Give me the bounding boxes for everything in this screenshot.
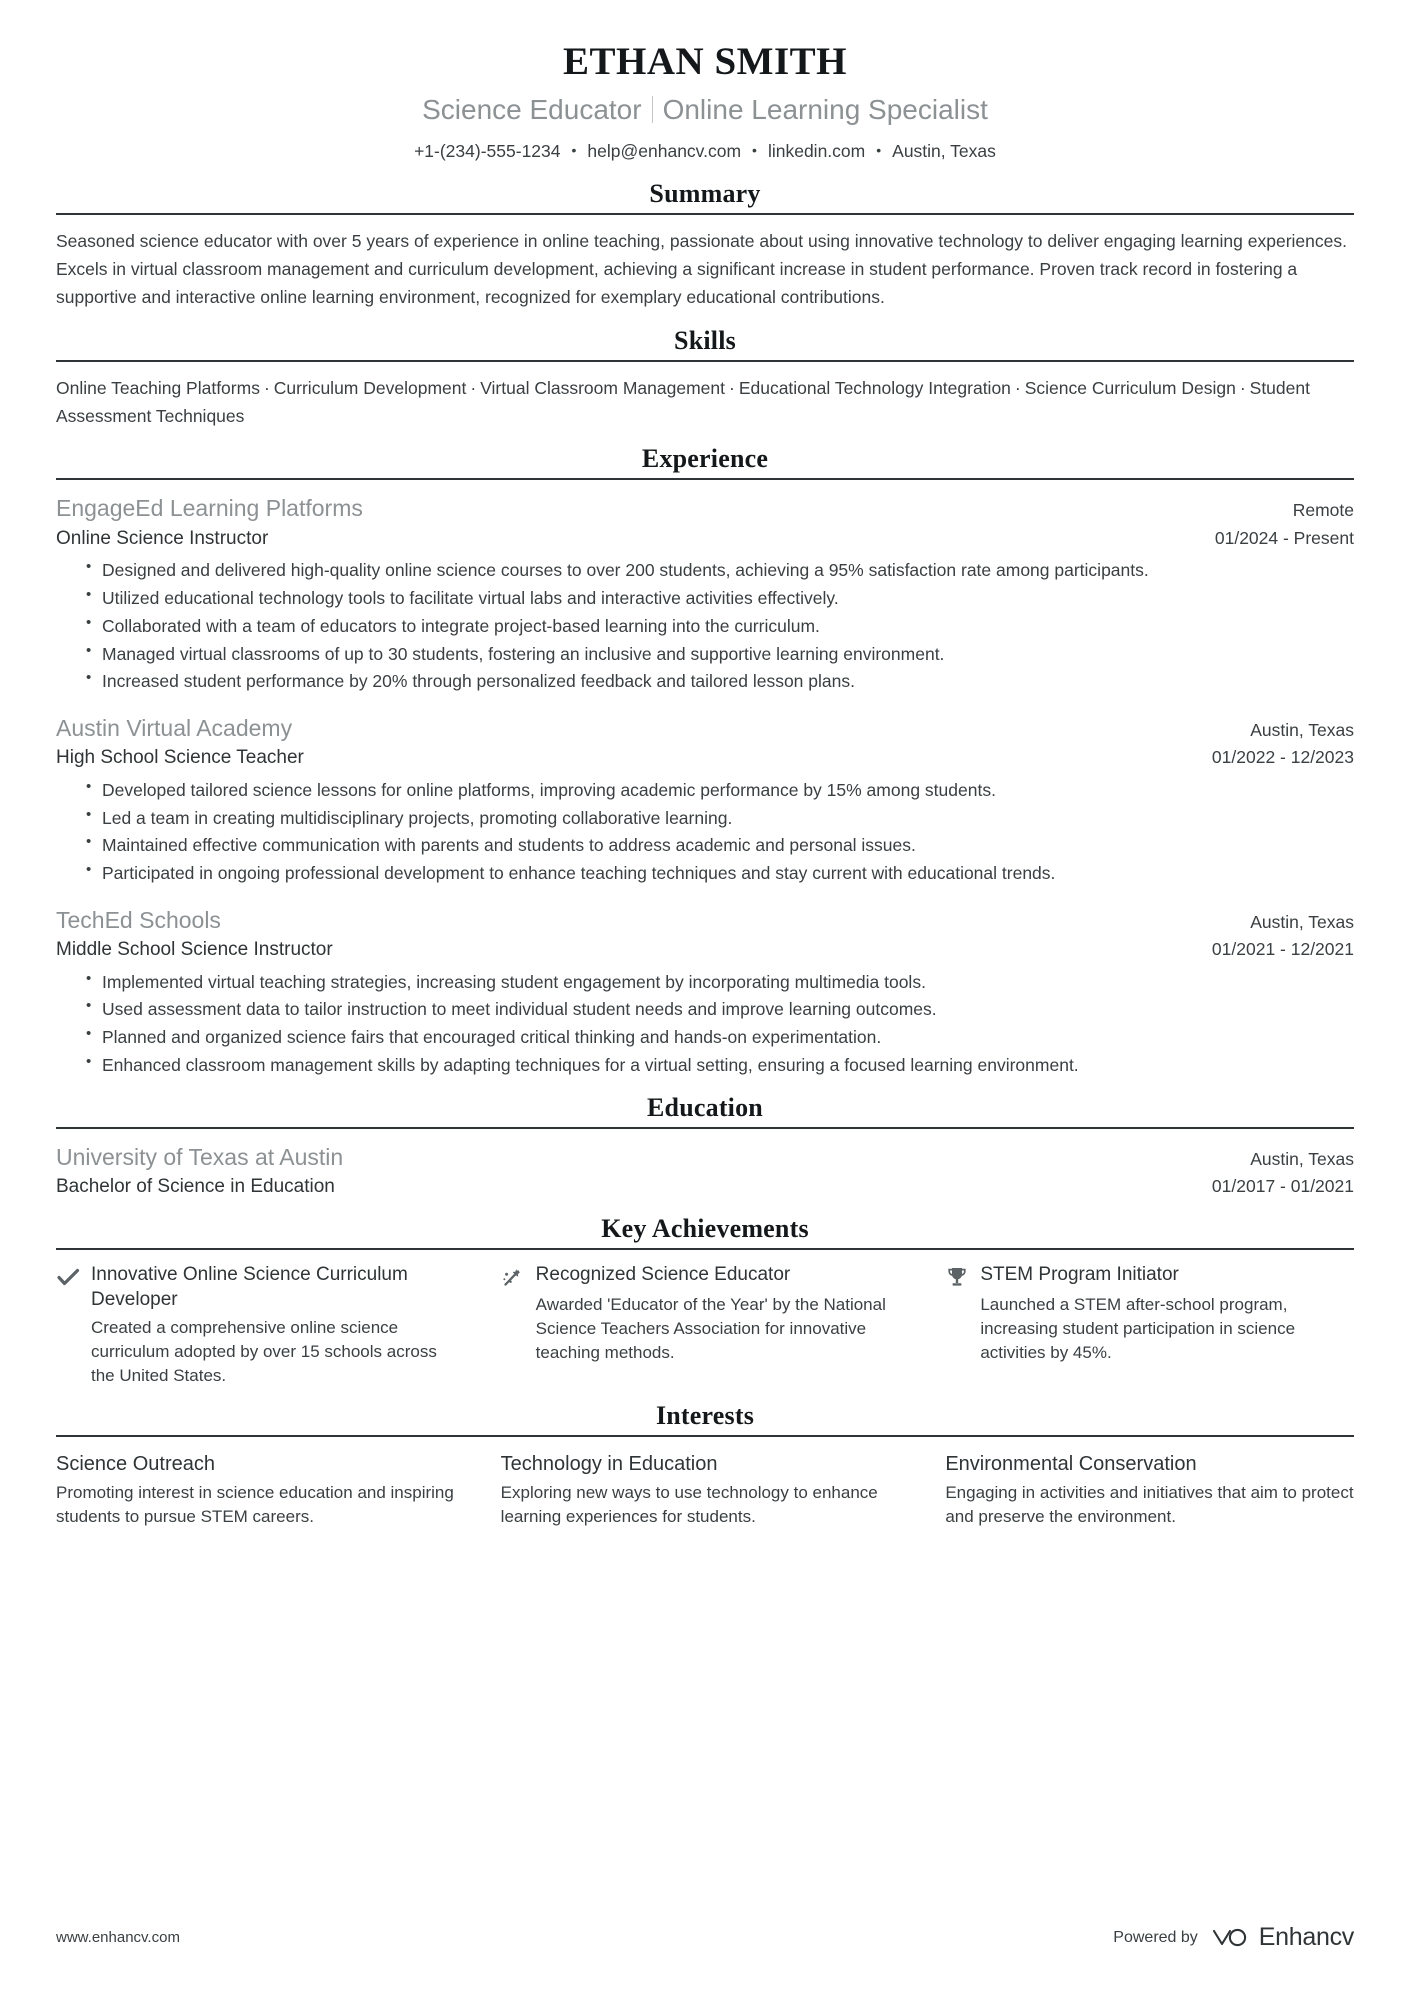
section-skills [56, 326, 1354, 431]
enhancv-wordmark: Enhancv [1258, 1923, 1354, 1951]
experience-bullet-list [56, 557, 1354, 695]
experience-entry [56, 480, 1354, 695]
skill-item: Student Assessment Techniques [56, 377, 1310, 427]
achievement-title: Recognized Science Educator [535, 1264, 791, 1286]
achievement-header [56, 1263, 465, 1312]
enhancv-mark-icon [1211, 1925, 1251, 1951]
experience-company: EngageEd Learning Platforms [56, 495, 363, 522]
education-location: Austin, Texas [1250, 1148, 1354, 1169]
experience-list [56, 480, 1354, 1078]
section-title-achievements: Key Achievements [601, 1214, 809, 1244]
contact-line [56, 137, 1354, 165]
education-degree: Bachelor of Science in Education [56, 1175, 335, 1197]
education-org-row [56, 1141, 1354, 1173]
skill-separator: · [263, 377, 270, 398]
experience-bullet: • Increased student performance by 20% through personalized feedback and tailored lesson plans. [86, 668, 1354, 695]
footer-brand [1113, 1923, 1354, 1952]
skill-item: Educational Technology Integration [738, 377, 1011, 398]
skill-separator: · [470, 377, 477, 398]
resume-header [56, 0, 1354, 165]
achievement-item [945, 1263, 1354, 1387]
shooting-star-icon [501, 1265, 525, 1289]
experience-bullet: • Participated in ongoing professional development to enhance teaching techniques and stay current with educational trends. [86, 860, 1354, 887]
section-title-interests: Interests [655, 1401, 755, 1431]
interest-item [945, 1450, 1354, 1529]
achievement-title: Innovative Online Science Curriculum Developer [91, 1264, 408, 1310]
skill-separator: · [728, 377, 735, 398]
interest-description: Promoting interest in science education and inspiring students to pursue STEM careers. [56, 1483, 454, 1527]
achievement-description: Launched a STEM after-school program, increasing student participation in science activities by 45%. [980, 1295, 1296, 1362]
skill-item: Online Teaching Platforms [56, 377, 260, 398]
section-title-education: Education [647, 1092, 763, 1122]
experience-entry [56, 696, 1354, 887]
achievement-title: STEM Program Initiator [980, 1264, 1179, 1286]
candidate-headline [56, 89, 1354, 131]
interest-title: Technology in Education [500, 1453, 718, 1476]
experience-bullet: • Used assessment data to tailor instruction to meet individual student needs and improve learning outcomes. [86, 996, 1354, 1023]
experience-bullet: • Enhanced classroom management skills by adapting techniques for a virtual setting, ensuring a focused learning environment. [86, 1052, 1354, 1079]
achievement-description: Awarded 'Educator of the Year' by the National Science Teachers Association for innovative teaching methods. [535, 1295, 886, 1362]
experience-dates: 01/2021 - 12/2021 [1211, 939, 1354, 960]
experience-bullet: • Collaborated with a team of educators to integrate project-based learning into the curriculum. [86, 613, 1354, 640]
experience-bullet: • Managed virtual classrooms of up to 30 students, fostering an inclusive and supportive learning environment. [86, 641, 1354, 668]
experience-role: High School Science Teacher [56, 747, 304, 769]
experience-bullet: • Designed and delivered high-quality online science courses to over 200 students, achieving a 95% satisfaction rate among participants. [86, 557, 1354, 584]
contact-phone: +1-(234)-555-1234 [414, 140, 561, 161]
education-degree-row [56, 1173, 1354, 1201]
experience-bullet: • Developed tailored science lessons for online platforms, improving academic performance by 15% among students. [86, 777, 1354, 804]
education-dates: 01/2017 - 01/2021 [1211, 1175, 1354, 1196]
experience-dates: 01/2022 - 12/2023 [1211, 747, 1354, 768]
experience-location: Austin, Texas [1250, 911, 1354, 932]
contact-linkedin[interactable]: linkedin.com [767, 140, 866, 161]
interest-title: Environmental Conservation [945, 1453, 1197, 1476]
section-summary [56, 179, 1354, 312]
interest-item [56, 1450, 465, 1529]
section-achievements [56, 1214, 1354, 1387]
footer-url[interactable]: www.enhancv.com [56, 1929, 180, 1946]
skill-item: Virtual Classroom Management [480, 377, 725, 398]
experience-dates: 01/2024 - Present [1214, 527, 1354, 548]
page-footer [56, 1923, 1354, 1952]
experience-role: Middle School Science Instructor [56, 939, 333, 961]
section-experience [56, 444, 1354, 1078]
experience-company: TechEd Schools [56, 906, 221, 933]
experience-entry [56, 888, 1354, 1079]
experience-company: Austin Virtual Academy [56, 715, 293, 742]
section-title-experience: Experience [641, 444, 769, 474]
experience-bullet: • Implemented virtual teaching strategies, increasing student engagement by incorporating multimedia tools. [86, 969, 1354, 996]
achievement-item [56, 1263, 465, 1387]
section-interests [56, 1401, 1354, 1529]
achievement-item [501, 1263, 910, 1387]
experience-role-row [56, 744, 1354, 772]
contact-location: Austin, Texas [892, 140, 996, 161]
experience-role-row [56, 936, 1354, 964]
check-icon [56, 1265, 80, 1289]
education-list [56, 1129, 1354, 1201]
section-title-skills: Skills [674, 325, 736, 355]
skill-separator: · [1239, 377, 1246, 398]
experience-bullet-list [56, 777, 1354, 887]
candidate-name: ETHAN SMITH [563, 40, 847, 83]
section-education [56, 1093, 1354, 1201]
experience-bullet: • Led a team in creating multidisciplinary projects, promoting collaborative learning. [86, 805, 1354, 832]
interest-description: Engaging in activities and initiatives that aim to protect and preserve the environment. [945, 1483, 1354, 1527]
experience-org-row [56, 712, 1354, 744]
contact-separator: • [876, 141, 882, 158]
experience-org-row [56, 492, 1354, 524]
trophy-icon [945, 1265, 969, 1289]
achievement-header [945, 1263, 1354, 1289]
headline-right: Online Learning Specialist [662, 93, 988, 125]
powered-by-label: Powered by [1113, 1928, 1198, 1946]
education-entry [56, 1129, 1354, 1201]
achievements-grid [56, 1250, 1354, 1387]
experience-bullet: • Planned and organized science fairs that encouraged critical thinking and hands-on experimentation. [86, 1024, 1354, 1051]
experience-bullet-list [56, 969, 1354, 1079]
skills-list [56, 362, 1354, 431]
skill-separator: · [1014, 377, 1021, 398]
contact-email[interactable]: help@enhancv.com [587, 140, 742, 161]
skill-item: Science Curriculum Design [1024, 377, 1236, 398]
experience-org-row [56, 904, 1354, 936]
experience-location: Remote [1292, 500, 1354, 521]
interest-item [501, 1450, 910, 1529]
enhancv-logo [1211, 1923, 1354, 1952]
experience-role: Online Science Instructor [56, 527, 269, 549]
achievement-description: Created a comprehensive online science curriculum adopted by over 15 schools across the United States. [91, 1317, 437, 1385]
headline-left: Science Educator [422, 93, 642, 125]
interest-title: Science Outreach [56, 1453, 215, 1476]
education-school: University of Texas at Austin [56, 1143, 344, 1170]
contact-separator: • [571, 141, 577, 158]
experience-bullet: • Maintained effective communication with parents and students to address academic and personal issues. [86, 832, 1354, 859]
contact-separator: • [752, 141, 757, 158]
experience-location: Austin, Texas [1250, 720, 1354, 741]
interests-grid [56, 1437, 1354, 1529]
experience-role-row [56, 525, 1354, 553]
interest-description: Exploring new ways to use technology to enhance learning experiences for students. [500, 1483, 878, 1527]
achievement-header [501, 1263, 910, 1289]
section-title-summary: Summary [649, 178, 761, 208]
skill-item: Curriculum Development [273, 377, 467, 398]
headline-divider [652, 96, 653, 123]
summary-text: Seasoned science educator with over 5 years of experience in online teaching, passionate about using innovative technology to deliver engaging learning experiences. Excels in virtual classroom management and curriculum development, achieving a significant increase in student performance. Proven track record in fostering a supportive and interactive online learning environment, recognized for exemplary educational contributions. [56, 230, 1347, 308]
experience-bullet: • Utilized educational technology tools to facilitate virtual labs and interactive activities effectively. [86, 585, 1354, 612]
